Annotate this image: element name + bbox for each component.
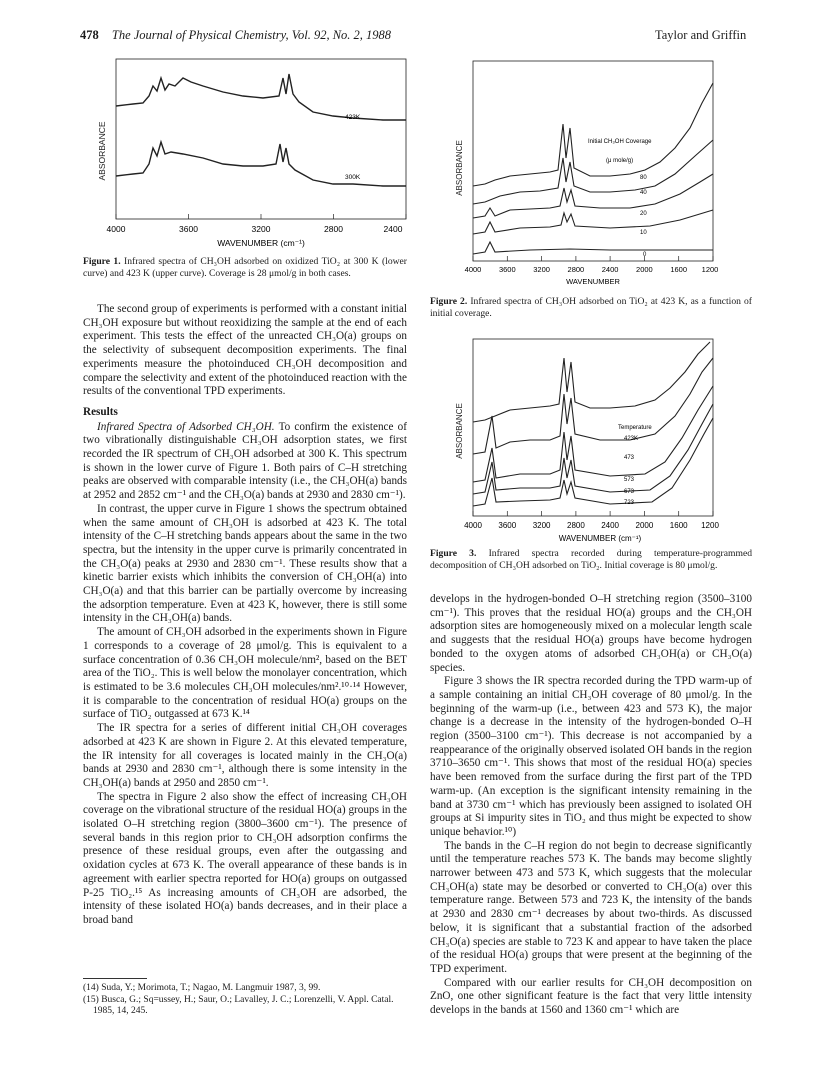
fig3-curves [473,342,713,506]
left-paragraph-5: The IR spectra for a series of different initial CH₃OH coverages adsorbed at 423 K are shown in Figure 2. At this elevated temperature, the IR intensity for all coverages is located mainly in the CH₃O(a) bands at 2930 and 2830 cm⁻¹, although there is some intensity in the CH₃OH(a) bands at 2950 and 2850 cm⁻¹. [83,722,407,789]
fig3-tick-1200: 1200 [701,521,719,530]
fig2-label-40: 40 [640,190,647,196]
fig3-tick-1600: 1600 [669,521,688,530]
fig3-tick-2400: 2400 [601,521,619,530]
fig3-legend-title: Temperature [618,425,652,431]
right-paragraph-1: develops in the hydrogen-bonded O–H stretching region (3500–3100 cm⁻¹). This proves that the residual HO(a) groups and the CH₃OH adsorption sites are homogeneously mixed on a molecular length scale and suggests that the residual HO(a) groups have become hydrogen bonded to the oxygen atoms of adsorbed CH₃OH(a) or CH₃O(a) species. [430,593,752,674]
figure-1-caption [83,256,407,279]
fig2-tick-2800: 2800 [567,265,585,274]
right-column-text [430,593,752,1018]
fig2-tick-1200: 1200 [701,265,719,274]
fig2-legend-units: (μ mole/g) [606,158,634,164]
fig2-tick-1600: 1600 [670,265,688,274]
fig2-tick-3200: 3200 [533,265,550,274]
fig3-label-473: 473 [624,455,635,461]
figure-2-plot [440,58,740,296]
reference-15: (15) Busca, G.; Sq=ussey, H.; Saur, O.; Lavalley, J. C.; Lorenzelli, V. Appl. Catal. 1985, 14, 245. [83,994,394,1016]
figure-3-caption [430,548,752,571]
figure-2-caption [430,296,752,319]
running-header-left [80,28,391,43]
page-number: 478 [80,28,99,42]
left-paragraph-2: To confirm the existence of two vibrationally distinguishable CH₃OH adsorption states, we first recorded the IR spectrum of CH₃OH adsorbed at 300 K. This spectrum is shown in the lower curve of Figure 1. Both pairs of C–H stretching peaks are observed with comparable intensity (i.e., the CH₃OH(a) bands at 2952 and 2852 cm⁻¹ and the CH₃O(a) bands at 2930 and 2830 cm⁻¹). [83,420,407,502]
right-paragraph-2: Figure 3 shows the IR spectra recorded during the TPD warm-up of a sample containing an initial CH₃OH coverage of 80 μmol/g. In the beginning of the warm-up (i.e., between 423 and 573 K), the major change is a decrease in the intensity of the hydrogen-bonded O–H region (3500–3100 cm⁻¹). This decrease is not accompanied by a reappearance of the originally observed isolated OH bands in the region 3710–3650 cm⁻¹. This shows that most of the residual HO(a) species have been removed from the surface during the first part of the TPD warm-up. (An exception is the significant intensity remaining in the band at 3730 cm⁻¹ which has previously been assigned to isolated OH groups at Si impurity sites in TiO₂ and thus might be expected to show unique behavior.¹⁰) [430,675,752,838]
fig3-tick-3200: 3200 [532,521,551,530]
fig1-curve-423k [116,74,406,120]
fig1-label-423k: 423K [345,114,361,121]
fig3-label-673: 673 [624,489,635,495]
fig1-tick-4000: 4000 [106,224,126,234]
fig2-label-80: 80 [640,175,647,181]
fig3-ylabel: ABSORBANCE [455,403,464,459]
fig1-caption-label: Figure 1. [83,256,121,267]
fig1-curve-300k [116,142,406,186]
fig3-curve-573 [473,386,713,482]
fig1-tick-2800: 2800 [324,224,343,234]
fig2-xlabel: WAVENUMBER [566,277,620,286]
left-column-text [83,303,407,928]
fig3-tick-2000: 2000 [635,521,654,530]
fig1-label-300k: 300K [345,174,361,181]
figure-1-plot [83,56,413,256]
fig3-tick-4000: 4000 [464,521,482,530]
infrared-subheading: Infrared Spectra of Adsorbed CH₃OH. [97,420,275,433]
reference-14: (14) Suda, Y.; Morimota, T.; Nagao, M. Langmuir 1987, 3, 99. [83,983,321,993]
fig3-label-423k: 423K [624,436,639,442]
fig3-curve-473 [473,358,713,454]
fig3-curve-423k [473,342,710,422]
fig2-caption-label: Figure 2. [430,296,468,307]
fig2-tick-4000: 4000 [464,265,482,274]
fig2-caption-text: Infrared spectra of CH₃OH adsorbed on TiO₂ at 423 K, as a function of initial coverage. [430,296,752,319]
fig2-curves [473,83,713,254]
figure-3-plot [440,336,740,548]
fig2-tick-3600: 3600 [498,265,516,274]
fig2-label-10: 10 [640,230,647,236]
right-paragraph-4: Compared with our earlier results for CH₃OH decomposition on ZnO, one other significant feature is the fact that very little intensity develops in the bands at 1560 and 1360 cm⁻¹ which are [430,976,752,1017]
fig1-ticks [116,214,406,219]
fig2-curve-10 [473,210,713,234]
left-paragraph-3: In contrast, the upper curve in Figure 1 shows the spectrum obtained when the same amount of CH₃OH is adsorbed at 423 K. The total intensity of the C–H stretching bands appears about the same in the two spectra, but the intensity in the upper curve is primarily concentrated in the CH₃O(a) peaks at 2930 and 2830 cm⁻¹. These results show that a kinetic barrier exists which inhibits the conversion of CH₃OH(a) into CH₃O(a) and that this barrier can be partially overcome by increasing the adsorption temperature. Even at 423 K, however, there is still some intensity in the CH₃OH(a) bands. [83,502,407,625]
fig2-curve-80 [473,83,713,186]
left-paragraph-1: The second group of experiments is performed with a constant initial CH₃OH exposure but without reoxidizing the sample at the end of each experiment. This tests the effect of the unreacted CH₃O(a) groups on the selectivity of subsequent decomposition experiments. The final experiments measure the photoinduced CH₃OH decomposition and compare the selectivity and extent of the photoinduced reaction with the results of the conventional TPD experiments. [83,303,407,398]
fig3-label-573: 573 [624,477,635,483]
references [83,983,407,1018]
fig1-tick-3600: 3600 [179,224,198,234]
fig2-label-0: 0 [643,252,647,258]
journal-title: The Journal of Physical Chemistry, Vol. 92, No. 2, 1988 [111,28,392,42]
fig2-tick-2000: 2000 [636,265,653,274]
fig1-tick-3200: 3200 [251,224,271,234]
fig3-curve-723 [473,418,713,506]
right-paragraph-3: The bands in the C–H region do not begin to decrease significantly until the temperature reaches 573 K. The bands may become slightly narrower between 473 and 573 K, which suggests that the molecular CH₃OH(a) state may be desorbed or converted to CH₃O(a) over this temperature range. Between 573 and 723 K, the intensity of the bands at 2930 and 2830 cm⁻¹ decreases by about two-thirds. As discussed below, it is significant that a substantial fraction of the adsorbed CH₃O(a) species are stable to 723 K and appear to have taken the place of the residual HO(a) groups that were present at the beginning of the TPD experiment. [430,839,752,975]
fig2-label-20: 20 [640,211,647,217]
fig2-curve-40 [473,140,713,204]
results-heading: Results [83,405,118,418]
fig3-caption-text: Infrared spectra recorded during temperature-programmed decomposition of CH₃OH adsorbed on TiO₂. Initial coverage is 80 μmol/g. [430,548,752,571]
fig1-ylabel: ABSORBANCE [97,121,107,181]
fig2-curve-0 [473,242,713,254]
fig3-caption-label: Figure 3. [430,548,477,559]
left-paragraph-4: The amount of CH₃OH adsorbed in the experiments shown in Figure 1 corresponds to a coverage of 28 μmol/g. This is equivalent to a surface concentration of 0.36 CH₃OH molecule/nm², based on the BET area of the TiO₂. This is well below the monolayer concentration, which is estimated to be 3.6 molecules CH₃OH molecules/nm².¹⁰·¹⁴ However, it is comparable to the concentration of residual HO(a) groups on the surface of TiO₂ outgassed at 673 K.¹⁴ [83,626,407,721]
fig2-legend-title: Initial CH₃OH Coverage [588,139,652,145]
fig1-tick-2400: 2400 [383,224,403,234]
fig3-tick-2800: 2800 [567,521,585,530]
fig1-caption-text: Infrared spectra of CH₃OH adsorbed on oxidized TiO₂ at 300 K (lower curve) and 423 K (upper curve). Coverage is 28 μmol/g in both cases. [83,256,407,279]
fig3-tick-3600: 3600 [498,521,517,530]
fig1-xlabel: WAVENUMBER (cm⁻¹) [217,238,305,248]
fig2-curve-20 [473,174,713,218]
fig2-ylabel: ABSORBANCE [455,140,464,196]
fig2-tick-2400: 2400 [601,265,619,274]
fig3-xlabel: WAVENUMBER (cm⁻¹) [558,534,642,543]
left-paragraph-6: The spectra in Figure 2 also show the effect of increasing CH₃OH coverage on the vibrational structure of the residual HO(a) groups in the isolated O–H stretching region (3800–3600 cm⁻¹). The presence of several bands in this region prior to CH₃OH adsorption confirms the presence of these residual groups, even after the outgassing and oxidation cycles at 673 K. The overall appearance of these bands is in agreement with earlier spectra reported for HO(a) groups on outgassed P-25 TiO₂.¹⁵ As increasing amounts of CH₃OH are adsorbed, the intensity of these isolated HO(a) bands decreases, and in their place a broad band [83,790,407,926]
fig3-label-723: 723 [624,500,635,506]
running-header-authors: Taylor and Griffin [655,28,747,42]
footnote-rule [83,978,147,979]
